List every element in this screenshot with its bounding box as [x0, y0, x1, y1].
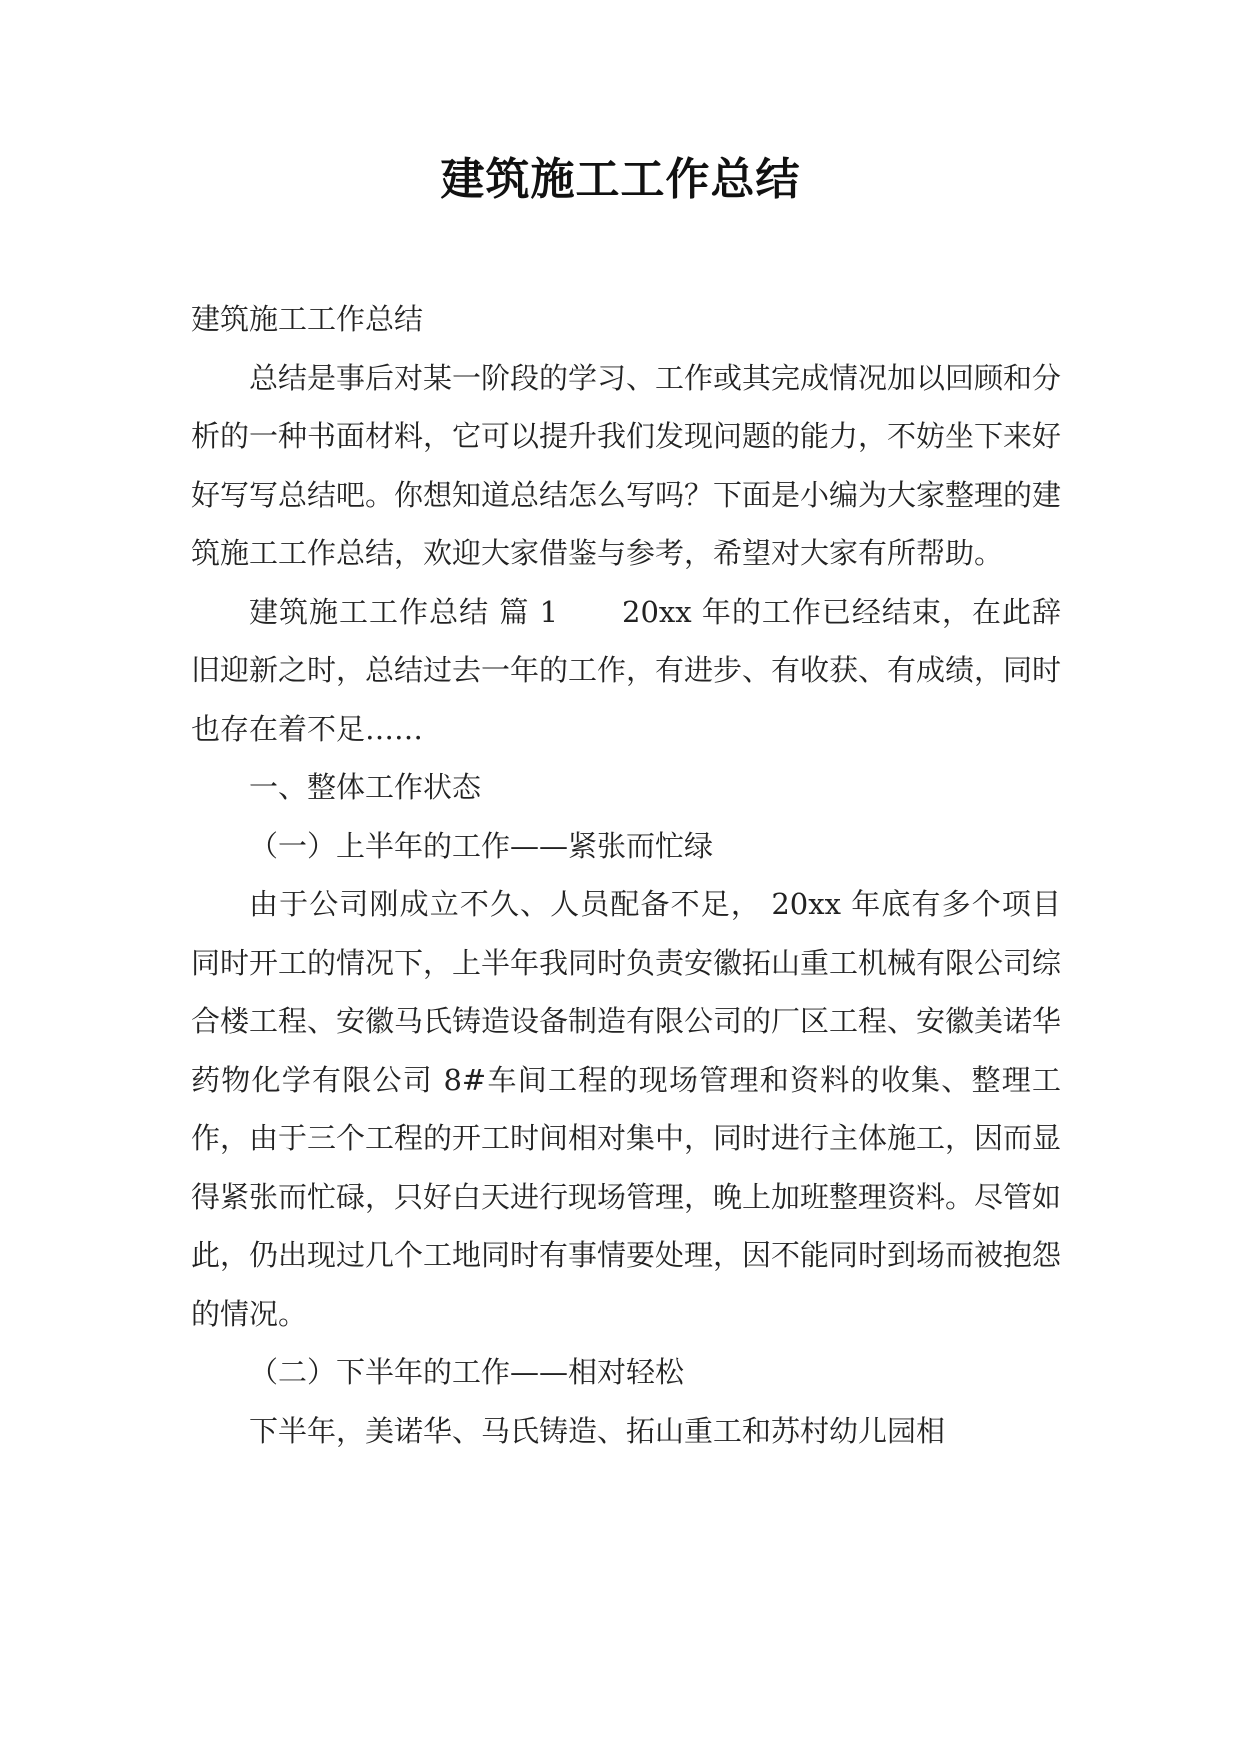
- subtitle-line: 建筑施工工作总结: [191, 302, 424, 336]
- subsection-heading-one: （一）上半年的工作——紧张而忙绿: [249, 828, 714, 863]
- subsection-heading-two: （二）下半年的工作——相对轻松: [249, 1355, 685, 1389]
- article-opening-paragraph: [191, 583, 1061, 759]
- subsection-one-body: 由于公司刚成立不久、人员配备不足， 20xx 年底有多个项目同时开工的情况下，上半年我同时负责安徽拓山重工机械有限公司综合楼工程、安徽马氏铸造设备制造有限公司的厂区工程、安徽美诺华药物化学有限公司 8#车间工程的现场管理和资料的收集、整理工作，由于三个工程的开工时间相对集中，同时进行主体施工，因而显得紧张而忙碌，只好白天进行现场管理，晚上加班整理资料。尽管如此，仍出现过几个工地同时有事情要处理，因不能同时到场而被抱怨的情况。: [191, 887, 1062, 1331]
- article-label: 建筑施工工作总结 篇 1: [249, 594, 559, 629]
- intro-paragraph: 总结是事后对某一阶段的学习、工作或其完成情况加以回顾和分析的一种书面材料，它可以提升我们发现问题的能力，不妨坐下来好好写写总结吧。你想知道总结怎么写吗？下面是小编为大家整理的建筑施工工作总结，欢迎大家借鉴与参考，希望对大家有所帮助。: [191, 360, 1062, 570]
- subsection-two-body: 下半年，美诺华、马氏铸造、拓山重工和苏村幼儿园相: [249, 1413, 946, 1448]
- section-heading-one: 一、整体工作状态: [249, 770, 482, 804]
- article-opening-text: 20xx 年的工作已经结束，在此辞旧迎新之时，总结过去一年的工作，有进步、有收获、有成绩，同时也存在着不足……: [191, 594, 1062, 746]
- document-body: [191, 290, 1061, 1460]
- document-title: 建筑施工工作总结: [440, 154, 801, 205]
